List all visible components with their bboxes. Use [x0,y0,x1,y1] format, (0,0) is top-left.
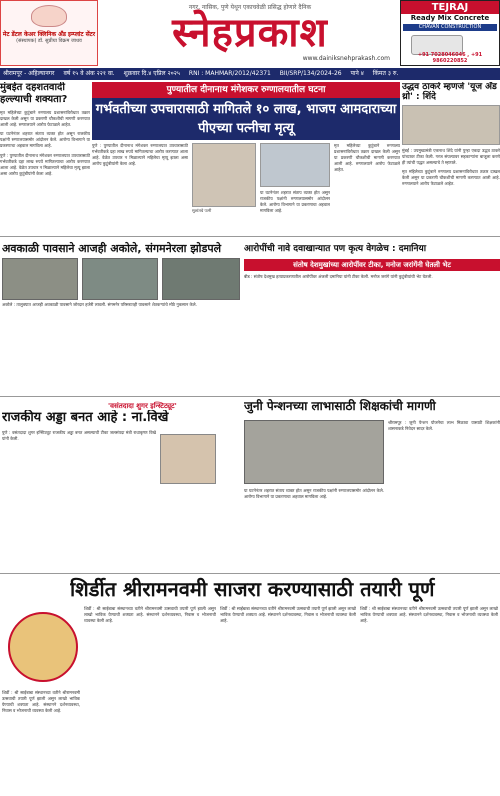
lead-photo-caption: सुशांतचे पत्नी [192,208,212,213]
right-column-body: मुंबई : उपमुख्यमंत्री एकनाथ शिंदे यांनी पुन्हा एकदा उद्धव ठाकरे यांच्यावर टीका केली. गरज संपल्यावर सहकाऱ्यांना बाजूला करणे ही त्यांची पद्धत असल्याचे ते म्हणाले. [402,148,500,166]
rain-photo-3 [162,258,240,300]
hospital-photo [260,143,330,187]
shirdi-body-col2: शिर्डी : श्री साईबाबा संस्थानच्या वतीने श्रीरामनवमी उत्सवाची तयारी पूर्ण झाली असून लाखो भाविक येण्याची शक्यता आहे. संस्थानने दर्शनव्यवस्था, निवास व भोजनाची व्यवस्था केली आहे. [220,606,356,624]
strip-pages: पाने ४ [350,70,364,77]
divider [0,396,500,397]
ad-left-headline: मेट डेंटल केअर क्लिनिक अँड इम्प्लांट सेंटर [2,31,96,38]
strip-date: शुक्रवार दि.४ एप्रिल २०२५ [123,70,180,77]
vikhe-body: पुणे : वसंतदादा शुगर इन्स्टिट्यूट राजकीय अड्डा बनत असल्याची टीका जलसंपदा मंत्री राधाकृष्ण विखे यांनी केली. [2,430,156,442]
strip-volume: वर्ष १५ वे अंक २२१ वा. [63,70,115,77]
shirdi-headline[interactable]: शिर्डीत श्रीरामनवमी साजरा करण्यासाठी तयारी पूर्ण [70,577,435,601]
ad-right-product: Ready Mix Concrete [410,14,490,22]
divider [0,236,500,237]
lead-side-body-2: या घटनेनंतर शहरात संताप व्यक्त होत असून राजकीय पक्षांनी रुग्णालयासमोर आंदोलन केले. आरोग्य विभागाने या प्रकरणाचा अहवाल मागविला आहे. [0,131,90,149]
masthead-tagline: नगर, नासिक, पुणे येथून एकाचवेळी प्रसिद्ध होणारे दैनिक [188,4,312,11]
lead-side-headline: मुंबईत दहशतवादी हल्ल्याची शक्यता? [0,82,68,105]
shirdi-body-col0: शिर्डी : श्री साईबाबा संस्थानच्या वतीने श्रीरामनवमी उत्सवाची तयारी पूर्ण झाली असून लाखो भाविक येण्याची शक्यता आहे. संस्थानने दर्शनव्यवस्था, निवास व भोजनाची व्यवस्था केली आहे. [2,690,80,714]
lead-body-col1: पुणे : पुण्यातील दीनानाथ मंगेशकर रुग्णालयात उपचारासाठी गर्भवतीकडे दहा लाख रुपये मागितल्याचा आरोप करण्यात आला आहे. वेळेत उपचार न मिळाल्याने महिलेचा मृत्यू झाला असा आरोप कुटुंबीयांनी केला आहे. [92,143,188,167]
lead-headline[interactable]: गर्भवतीच्या उपचारासाठी मागितले १० लाख, भाजप आमदाराच्या पीएच्या पत्नीचा मृत्यू [92,98,400,140]
info-strip [0,68,500,80]
damania-headline[interactable]: आरोपींची नावे दवाखान्यात पण कृत्य वेगळेच : दमानिया [244,244,427,254]
ad-left-subline: (संस्थापक) डॉ. सुप्रीया विक्रम जाधव [16,38,82,44]
lead-body-col3: मृत महिलेच्या कुटुंबाने रुग्णालय प्रशासनाविरोधात तक्रार दाखल केली असून या प्रकरणी चौकशीची मागणी करण्यात आली आहे. रुग्णालयाने आरोप फेटाळले आहेत. [334,143,400,173]
lead-side-body-3: पुणे : पुण्यातील दीनानाथ मंगेशकर रुग्णालयात उपचारासाठी गर्भवतीकडे दहा लाख रुपये मागितल्याचा आरोप करण्यात आला आहे. वेळेत उपचार न मिळाल्याने महिलेचा मृत्यू झाला असा आरोप कुटुंबीयांनी केला आहे. [0,152,90,176]
teachers-group-photo [244,420,384,484]
pension-body-2: या घटनेनंतर शहरात संताप व्यक्त होत असून राजकीय पक्षांनी रुग्णालयासमोर आंदोलन केले. आरोग्य विभागाने या प्रकरणाचा अहवाल मागविला आहे. [244,488,384,500]
lead-body-col4: या घटनेनंतर शहरात संताप व्यक्त होत असून राजकीय पक्षांनी रुग्णालयासमोर आंदोलन केले. आरोग्य विभागाने या प्रकरणाचा अहवाल मागविला आहे. [260,190,330,214]
strip-rni: RNI : MAHMAR/2012/42371 [188,70,271,77]
strip-place: श्रीरामपूर - अहिल्यानगर [3,70,55,77]
lead-banner: पुण्यातील दीनानाथ मंगेशकर रुग्णालयातील घटना [92,82,400,98]
concrete-ad[interactable] [400,0,500,66]
rain-body: अकोले : तालुक्यात आजही अवकाळी पावसाने जोरदार हजेरी लावली. संगमनेर परिसरातही पावसाने शेतकऱ्यांचे मोठे नुकसान केले. [2,302,197,307]
sai-baba-photo [8,612,78,682]
tooth-icon [31,5,67,27]
ad-right-phone: +91 7028046046 , +91 9860220852 [417,52,483,64]
divider [0,573,500,574]
strip-price: किंमत ३ रु. [372,70,399,77]
damania-subheadline: संतोष देशमुखांच्या आरोपींवर टीका, मनोज जरांगेंनी घेतली भेट [244,259,500,271]
shirdi-body-col1: शिर्डी : श्री साईबाबा संस्थानच्या वतीने श्रीरामनवमी उत्सवाची तयारी पूर्ण झाली असून लाखो भाविक येण्याची शक्यता आहे. संस्थानने दर्शनव्यवस्था, निवास व भोजनाची व्यवस्था केली आहे. [84,606,216,624]
damania-body: बीड : संतोष देशमुख हत्याप्रकरणातील आरोपींवर अंजली दमानिया यांनी टीका केली. मनोज जरांगे यांनी कुटुंबीयांची भेट घेतली. [244,274,433,279]
rain-photo-1 [2,258,78,300]
masthead-website[interactable]: www.dainiksnehprakash.com [302,55,390,62]
lead-photo [192,143,256,207]
strip-postal: BII/SRP/134/2024-26 [279,70,342,77]
masthead-title: स्नेहप्रकाश [172,9,328,56]
shirdi-body-col3: शिर्डी : श्री साईबाबा संस्थानच्या वतीने श्रीरामनवमी उत्सवाची तयारी पूर्ण झाली असून लाखो भाविक येण्याची शक्यता आहे. संस्थानने दर्शनव्यवस्था, निवास व भोजनाची व्यवस्था केली आहे. [360,606,498,624]
vasantdada-label: 'वसंतदादा शुगर इन्स्टिट्यूट' [108,402,177,410]
pension-body: श्रीरामपूर : जुनी पेन्शन योजनेचा लाभ मिळावा यासाठी शिक्षकांनी शासनाकडे निवेदन सादर केले. [388,420,500,432]
masthead [0,0,500,68]
vikhe-headline[interactable]: राजकीय अड्डा बनत आहे : ना.विखे [2,410,169,425]
rain-headline[interactable]: अवकाळी पावसाने आजही अकोले, संगमनेरला झोडपले [2,242,222,255]
ad-right-company: CHAVAN CONSTRUCTION [403,24,497,31]
right-column-headline: उद्धव ठाकरे म्हणजे 'यूज अँड थ्रो' : शिंदे [402,82,497,102]
ad-right-brand: TEJRAJ [401,1,499,14]
nameplate [104,0,396,64]
shinde-photo [402,105,500,145]
pension-headline[interactable]: जुनी पेन्शनच्या लाभासाठी शिक्षकांची मागणी [244,399,436,413]
vikhe-portrait [160,434,216,484]
right-column-body-2: मृत महिलेच्या कुटुंबाने रुग्णालय प्रशासनाविरोधात तक्रार दाखल केली असून या प्रकरणी चौकशीची मागणी करण्यात आली आहे. रुग्णालयाने आरोप फेटाळले आहेत. [402,169,500,187]
rain-photo-2 [82,258,158,300]
lead-side-body: मृत महिलेच्या कुटुंबाने रुग्णालय प्रशासनाविरोधात तक्रार दाखल केली असून या प्रकरणी चौकशीची मागणी करण्यात आली आहे. रुग्णालयाने आरोप फेटाळले आहेत. [0,110,90,128]
dental-clinic-ad[interactable] [0,0,98,66]
